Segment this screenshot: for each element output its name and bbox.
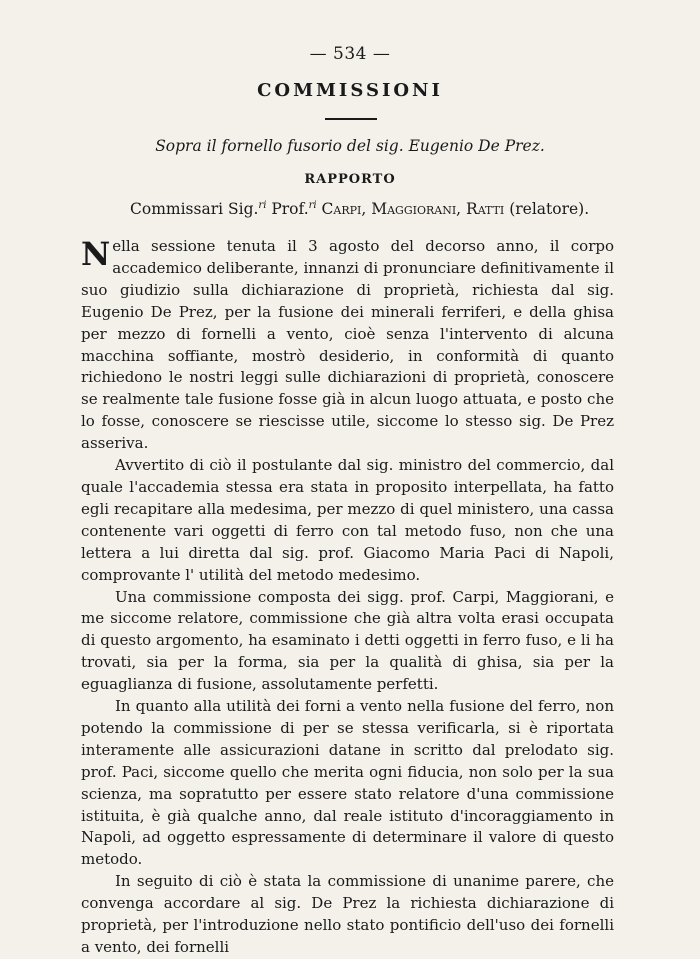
report-heading: RAPPORTO — [304, 172, 396, 187]
commissioners-prefix: Commissari Sig. — [130, 200, 259, 219]
commissioners-suffix: (relatore). — [504, 200, 590, 219]
commissioners-prof-label: Prof. — [266, 200, 309, 219]
section-title: COMMISSIONI — [257, 80, 443, 101]
paragraph-4: In quanto alla utilità dei forni a vento nella fusione del ferro, non potendo la commissione di per se stessa verificarla, si è riportata interamente alle assicurazioni datane in scritto dal prelodato sig. prof. Paci, siccome quello che merita ogni fiducia, non solo per la sua scienza, ma sopratutto per essere stato relatore d'una commissione istituita, è già qualche anno, dal reale istituto d'incoraggiamento in Napoli, ad oggetto espressamente di determinare il valore di questo metodo. — [81, 697, 614, 869]
paragraph-text: ella sessione tenuta il 3 agosto del decorso anno, il corpo accademico deliberante, innanzi di pronunciare definitivamente il suo giudizio sulla dichiarazione di proprietà, richiesta dal sig. Eugenio De Prez, per la fusione dei minerali ferriferi, e della ghisa per mezzo di fornelli a vento, cioè senza l'intervento di alcuna macchina soffiante, mostrò desiderio, in conformità di quanto richiedono le nostri leggi sulle dichiarazioni di proprietà, conoscere se realmente tale fusione fosse già in alcun luogo attuata, e posto che lo fosse, conoscere se riescisse utile, siccome lo stesso sig. De Prez asseriva. — [81, 237, 614, 453]
paragraph-5: In seguito di ciò è stata la commissione di unanime parere, che convenga accordare al sig. De Prez la richiesta dichiarazione di proprietà, per l'introduzione nello stato pontificio dell'uso dei fornelli a vento, dei fornelli — [81, 872, 614, 956]
paragraph-3: Una commissione composta dei sigg. prof. Carpi, Maggiorani, e me siccome relatore, commissione che già altra volta erasi occupata di questo argomento, ha esaminato i detti oggetti in ferro fuso, e li ha trovati, sia per la forma, sia per la qualità di ghisa, sia per la eguaglianza di fusione, assolutamente perfetti. — [81, 587, 614, 694]
commissioners-line — [130, 200, 670, 218]
commissioners-sig-superscript: ri — [258, 200, 267, 211]
commissioners-names: Carpi, Maggiorani, Ratti — [316, 200, 505, 219]
article-subtitle: Sopra il fornello fusorio del sig. Eugenio De Prez. — [155, 137, 545, 155]
commissioners-prof-superscript: ri — [308, 200, 317, 211]
drop-cap: N — [81, 235, 111, 273]
paragraph-2: Avvertito di ciò il postulante dal sig. ministro del commercio, dal quale l'accademia stessa era stata in proposito interpellata, ha fatto egli recapitare alla medesima, per mezzo di quel ministero, una cassa contenente vari oggetti di ferro con tal metodo fuso, non che una lettera a lui diretta dal sig. prof. Giacomo Maria Paci di Napoli, comprovante l' utilità del metodo medesimo. — [81, 456, 614, 584]
paragraph-1 — [81, 236, 614, 455]
report-body — [81, 236, 614, 959]
title-rule-divider — [325, 118, 377, 120]
page-number: — 534 — — [309, 44, 391, 64]
